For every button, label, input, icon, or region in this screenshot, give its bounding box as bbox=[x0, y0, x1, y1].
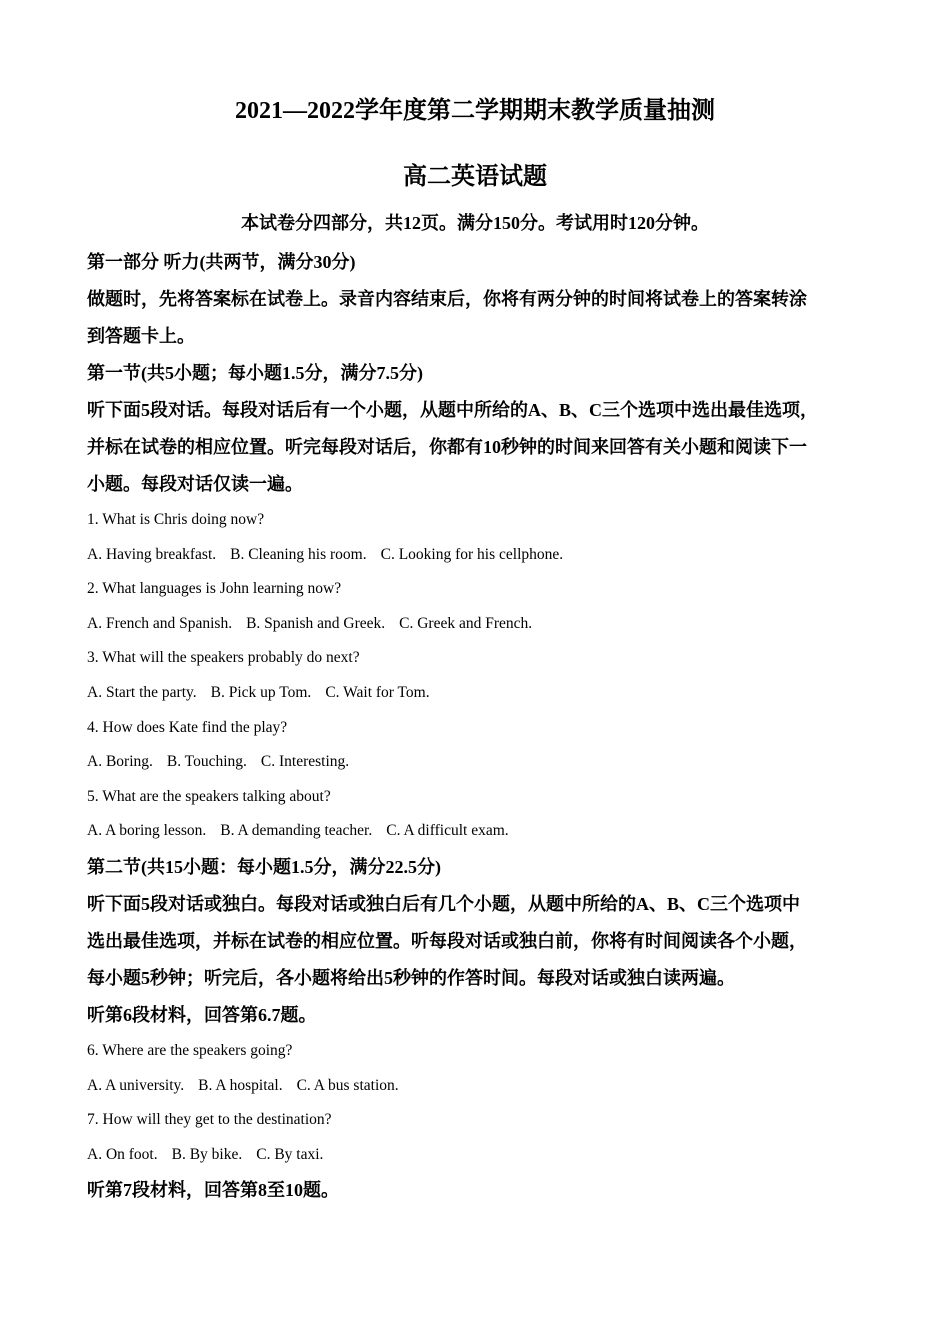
options-2 bbox=[87, 607, 877, 642]
option-c: C. Greek and French. bbox=[399, 614, 533, 632]
section1-instruction-line: 听下面5段对话。每段对话后有一个小题，从题中所给的A、B、C三个选项中选出最佳选项， bbox=[87, 400, 818, 420]
options-5 bbox=[87, 814, 877, 849]
option-a: A. French and Spanish. bbox=[87, 614, 233, 632]
option-a: A. Start the party. bbox=[87, 683, 197, 701]
option-c: C. A bus station. bbox=[296, 1076, 399, 1094]
option-a: A. A university. bbox=[87, 1076, 185, 1094]
part1-heading: 第一部分 听力(共两节，满分30分) bbox=[87, 252, 356, 272]
question-6: 6. Where are the speakers going? bbox=[87, 1041, 293, 1059]
part1-instruction-line: 做题时，先将答案标在试卷上。录音内容结束后，你将有两分钟的时间将试卷上的答案转涂 bbox=[87, 289, 807, 309]
exam-title: 2021—2022学年度第二学期期末教学质量抽测 bbox=[235, 98, 715, 124]
options-7 bbox=[87, 1138, 877, 1173]
question-1: 1. What is Chris doing now? bbox=[87, 511, 265, 528]
question-5: 5. What are the speakers talking about? bbox=[87, 787, 331, 805]
question-4: 4. How does Kate find the play? bbox=[87, 718, 288, 736]
material-6-heading: 听第6段材料，回答第6.7题。 bbox=[87, 1004, 317, 1025]
section2-instruction-line: 听下面5段对话或独白。每段对话或独白后有几个小题，从题中所给的A、B、C三个选项中 bbox=[87, 893, 800, 914]
option-c: C. By taxi. bbox=[256, 1145, 324, 1163]
option-b: B. A hospital. bbox=[198, 1076, 283, 1094]
option-b: B. Cleaning his room. bbox=[230, 545, 367, 563]
section1-instruction-line: 小题。每段对话仅读一遍。 bbox=[87, 474, 303, 494]
option-b: B. By bike. bbox=[171, 1145, 243, 1163]
options-4 bbox=[87, 745, 877, 780]
question-2: 2. What languages is John learning now? bbox=[87, 580, 342, 598]
material-7-heading: 听第7段材料，回答第8至10题。 bbox=[87, 1180, 339, 1201]
part1-instruction-line: 到答题卡上。 bbox=[87, 326, 195, 346]
option-a: A. Having breakfast. bbox=[87, 545, 217, 563]
section2-instruction-line: 每小题5秒钟；听完后，各小题将给出5秒钟的作答时间。每段对话或独白读两遍。 bbox=[87, 967, 735, 988]
option-b: B. Pick up Tom. bbox=[210, 683, 312, 701]
section1-instruction-line: 并标在试卷的相应位置。听完每段对话后，你都有10秒钟的时间来回答有关小题和阅读下一 bbox=[87, 437, 807, 457]
option-c: C. Looking for his cellphone. bbox=[380, 545, 564, 563]
option-b: B. A demanding teacher. bbox=[220, 822, 373, 840]
option-b: B. Spanish and Greek. bbox=[246, 614, 386, 632]
option-a: A. On foot. bbox=[87, 1145, 158, 1163]
option-a: A. A boring lesson. bbox=[87, 822, 207, 840]
section2-heading: 第二节(共15小题：每小题1.5分，满分22.5分) bbox=[87, 856, 441, 877]
question-7: 7. How will they get to the destination? bbox=[87, 1111, 332, 1129]
option-c: C. Wait for Tom. bbox=[325, 683, 430, 701]
exam-body bbox=[87, 244, 877, 1209]
option-a: A. Boring. bbox=[87, 753, 153, 771]
options-3 bbox=[87, 676, 877, 711]
option-b: B. Touching. bbox=[166, 753, 247, 771]
option-c: C. Interesting. bbox=[260, 753, 350, 771]
exam-info: 本试卷分四部分，共12页。满分150分。考试用时120分钟。 bbox=[241, 213, 709, 233]
section2-instruction-line: 选出最佳选项，并标在试卷的相应位置。听每段对话或独白前，你将有时间阅读各个小题， bbox=[87, 930, 807, 951]
option-c: C. A difficult exam. bbox=[386, 822, 509, 840]
options-6 bbox=[87, 1069, 877, 1104]
question-3: 3. What will the speakers probably do next? bbox=[87, 649, 360, 667]
section1-heading: 第一节(共5小题；每小题1.5分，满分7.5分) bbox=[87, 363, 423, 383]
options-1 bbox=[87, 538, 877, 573]
exam-subtitle: 高二英语试题 bbox=[403, 164, 547, 190]
